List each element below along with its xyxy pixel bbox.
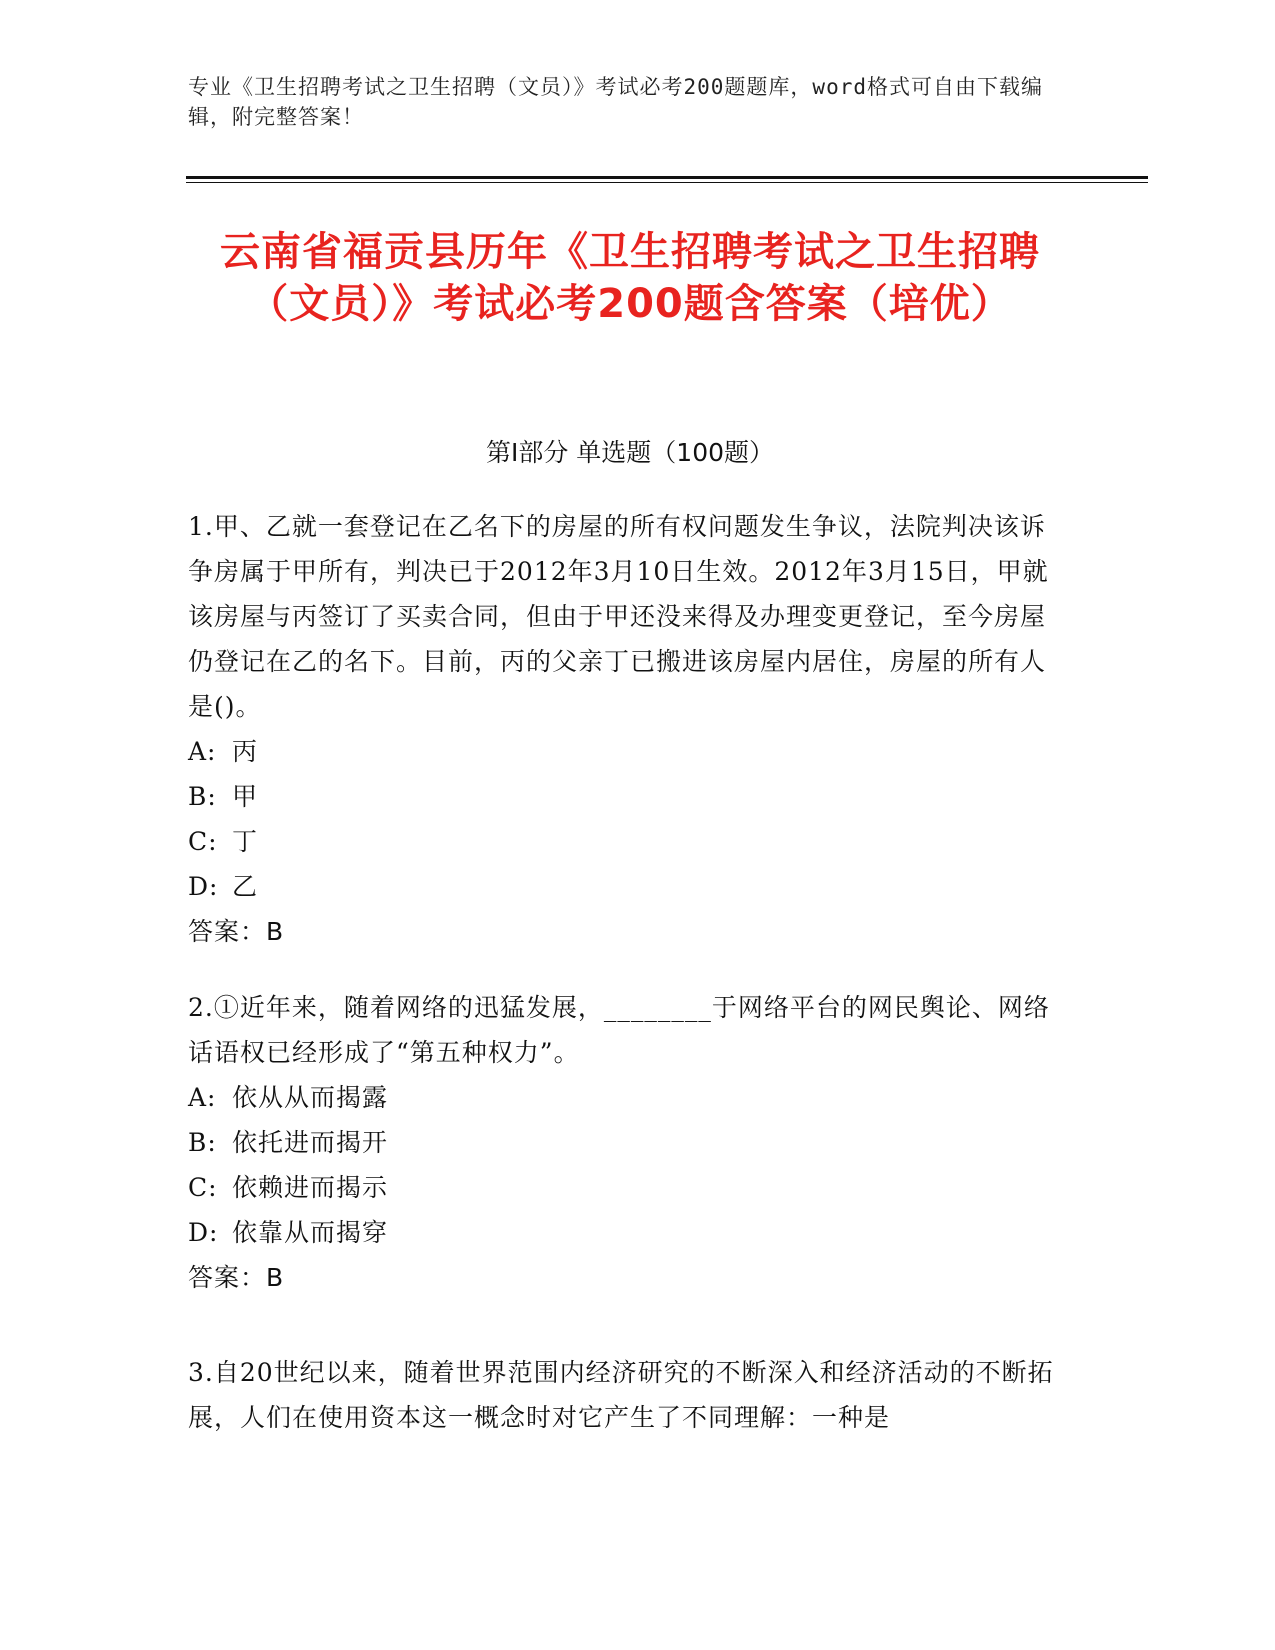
question-stem: 2.①近年来，随着网络的迅猛发展，________于网络平台的网民舆论、网络话语权已经形成了“第五种权力”。	[188, 993, 1050, 1067]
option-key: B:	[188, 782, 217, 811]
option-b	[188, 1120, 1068, 1165]
option-d	[188, 1210, 1068, 1255]
header-rule-thin	[186, 182, 1148, 183]
question-stem: 1.甲、乙就一套登记在乙名下的房屋的所有权问题发生争议，法院判决该诉争房属于甲所有，判决已于2012年3月10日生效。2012年3月15日，甲就该房屋与丙签订了买卖合同，但由于甲还没来得及办理变更登记，至今房屋仍登记在乙的名下。目前，丙的父亲丁已搬进该房屋内居住，房屋的所有人是()。	[188, 512, 1049, 721]
option-key: D:	[188, 1218, 219, 1247]
question-1	[188, 504, 1068, 954]
question-3	[188, 1350, 1068, 1440]
option-a	[188, 729, 1068, 774]
answer-line: 答案：B	[188, 917, 285, 946]
option-text: 丁	[232, 827, 259, 856]
option-key: D:	[188, 872, 219, 901]
option-text: 丙	[232, 737, 259, 766]
answer-line: 答案：B	[188, 1263, 285, 1292]
option-c	[188, 819, 1068, 864]
option-text: 依靠从而揭穿	[232, 1218, 389, 1247]
option-key: B:	[188, 1128, 217, 1157]
option-text: 依赖进而揭示	[232, 1173, 389, 1202]
option-a	[188, 1075, 1068, 1120]
option-text: 依托进而揭开	[232, 1128, 389, 1157]
option-key: A:	[188, 1083, 217, 1112]
section-title: 第Ⅰ部分 单选题（100题）	[485, 438, 775, 467]
option-key: C:	[188, 1173, 218, 1202]
question-stem: 3.自20世纪以来，随着世界范围内经济研究的不断深入和经济活动的不断拓展，人们在使用资本这一概念时对它产生了不同理解：一种是	[188, 1358, 1054, 1432]
option-key: C:	[188, 827, 218, 856]
header-rule-thick	[186, 176, 1148, 179]
option-c	[188, 1165, 1068, 1210]
option-b	[188, 774, 1068, 819]
option-text: 依从从而揭露	[232, 1083, 389, 1112]
header-note: 专业《卫生招聘考试之卫生招聘（文员）》考试必考200题题库，word格式可自由下载编辑，附完整答案！	[188, 75, 1043, 129]
option-text: 甲	[232, 782, 259, 811]
document-title: 云南省福贡县历年《卫生招聘考试之卫生招聘（文员）》考试必考200题含答案（培优）	[220, 229, 1040, 327]
option-key: A:	[188, 737, 217, 766]
question-2	[188, 985, 1068, 1300]
option-d	[188, 864, 1068, 909]
option-text: 乙	[232, 872, 259, 901]
